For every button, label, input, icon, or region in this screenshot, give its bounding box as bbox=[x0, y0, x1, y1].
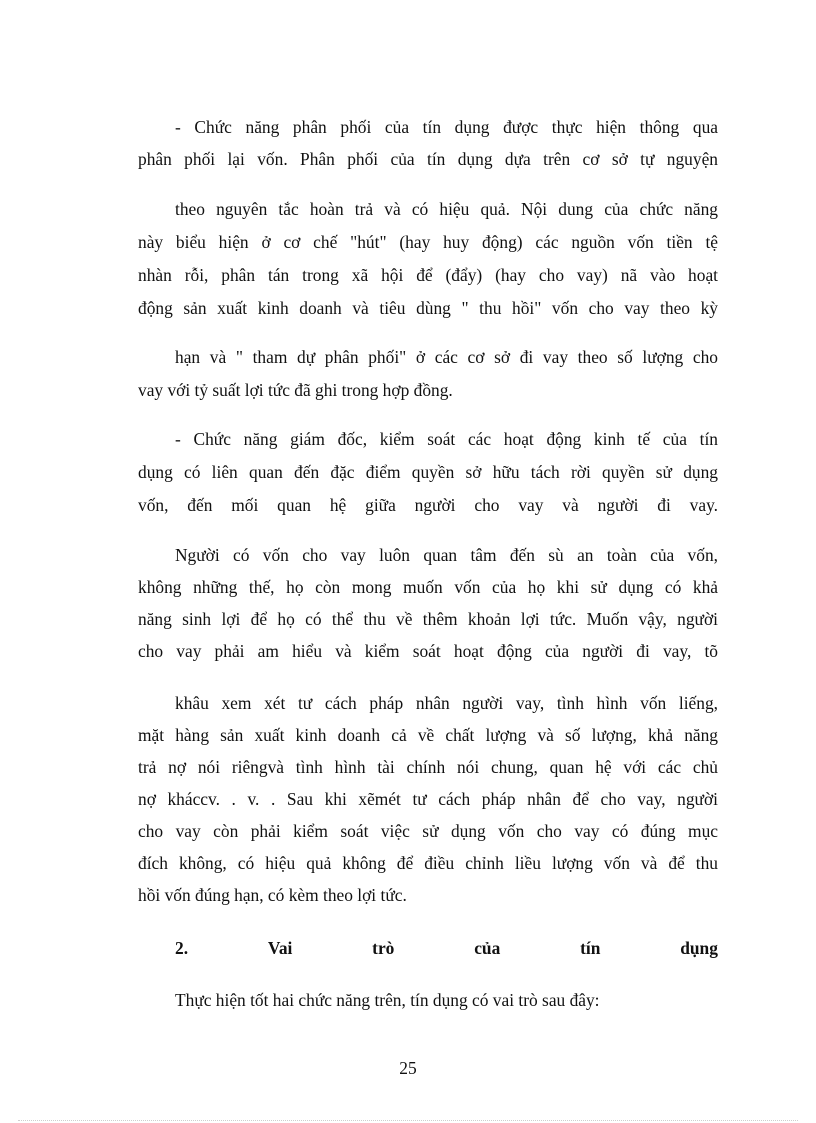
text-line: cho vay còn phải kiểm soát việc sử dụng vốn cho vay có đúng mục bbox=[138, 821, 718, 841]
text-line: cho vay phải am hiểu và kiểm soát hoạt động của người đi vay, tõ bbox=[138, 641, 718, 661]
text-line: mặt hàng sản xuất kinh doanh cả về chất lượng và số lượng, khả năng bbox=[138, 725, 718, 745]
paragraph-distribution-function bbox=[138, 113, 718, 174]
text-line: Thực hiện tốt hai chức năng trên, tín dụng có vai trò sau đây: bbox=[175, 990, 600, 1010]
text-line: - Chức năng phân phối của tín dụng được thực hiện thông qua bbox=[175, 117, 718, 137]
text-line: đích không, có hiệu quả không để điều chỉnh liều lượng vốn và để thu bbox=[138, 853, 718, 873]
text-line: động sản xuất kinh doanh và tiêu dùng " thu hồi" vốn cho vay theo kỳ bbox=[138, 298, 718, 318]
text-line: không những thế, họ còn mong muốn vốn của họ khi sử dụng có khả bbox=[138, 577, 718, 597]
heading-number: 2. bbox=[175, 938, 189, 958]
page-number: 25 bbox=[399, 1058, 417, 1078]
text-line: trả nợ nói riêngvà tình hình tài chính nói chung, quan hệ với các chủ bbox=[138, 757, 718, 777]
text-line: năng sinh lợi để họ có thể thu về thêm khoản lợi tức. Muốn vậy, người bbox=[138, 609, 718, 629]
paragraph-distribution-content bbox=[138, 195, 718, 323]
text-line: theo nguyên tắc hoàn trả và có hiệu quả. Nội dung của chức năng bbox=[175, 199, 718, 219]
heading-word: dụng bbox=[680, 938, 718, 958]
text-line: dụng có liên quan đến đặc điểm quyền sở hữu tách rời quyền sử dụng bbox=[138, 462, 718, 482]
text-line: khâu xem xét tư cách pháp nhân người vay, tình hình vốn liếng, bbox=[175, 693, 718, 713]
text-line: hồi vốn đúng hạn, có kèm theo lợi tức. bbox=[138, 885, 407, 905]
paragraph-supervision-function bbox=[138, 425, 718, 520]
text-line: vốn, đến mối quan hệ giữa người cho vay và người đi vay. bbox=[138, 495, 718, 515]
paragraph-lender-concerns bbox=[138, 541, 718, 666]
heading-word: của bbox=[474, 938, 501, 958]
paragraph-borrower-review bbox=[138, 689, 718, 910]
heading-word: tín bbox=[580, 938, 601, 958]
paragraph-role-intro bbox=[138, 986, 718, 1015]
text-line: - Chức năng giám đốc, kiểm soát các hoạt động kinh tế của tín bbox=[175, 429, 718, 449]
heading-word: Vai bbox=[267, 938, 293, 958]
text-line: hạn và " tham dự phân phối" ở các cơ sở đi vay theo số lượng cho bbox=[175, 347, 718, 367]
footer-divider bbox=[18, 1120, 798, 1121]
text-line: vay với tỷ suất lợi tức đã ghi trong hợp đồng. bbox=[138, 380, 453, 400]
paragraph-repayment-terms bbox=[138, 343, 718, 405]
text-line: phân phối lại vốn. Phân phối của tín dụng dựa trên cơ sở tự nguyện bbox=[138, 149, 718, 169]
text-line: này biểu hiện ở cơ chế "hút" (hay huy động) các nguồn vốn tiền tệ bbox=[138, 232, 718, 252]
text-line: nhàn rỗi, phân tán trong xã hội để (đẩy) (hay cho vay) nã vào hoạt bbox=[138, 265, 718, 285]
section-heading bbox=[138, 934, 718, 963]
text-line: nợ kháccv. . v. . Sau khi xẽmét tư cách pháp nhân để cho vay, người bbox=[138, 789, 718, 809]
text-line: Người có vốn cho vay luôn quan tâm đến sù an toàn của vốn, bbox=[175, 545, 718, 565]
heading-word: trò bbox=[372, 938, 395, 958]
